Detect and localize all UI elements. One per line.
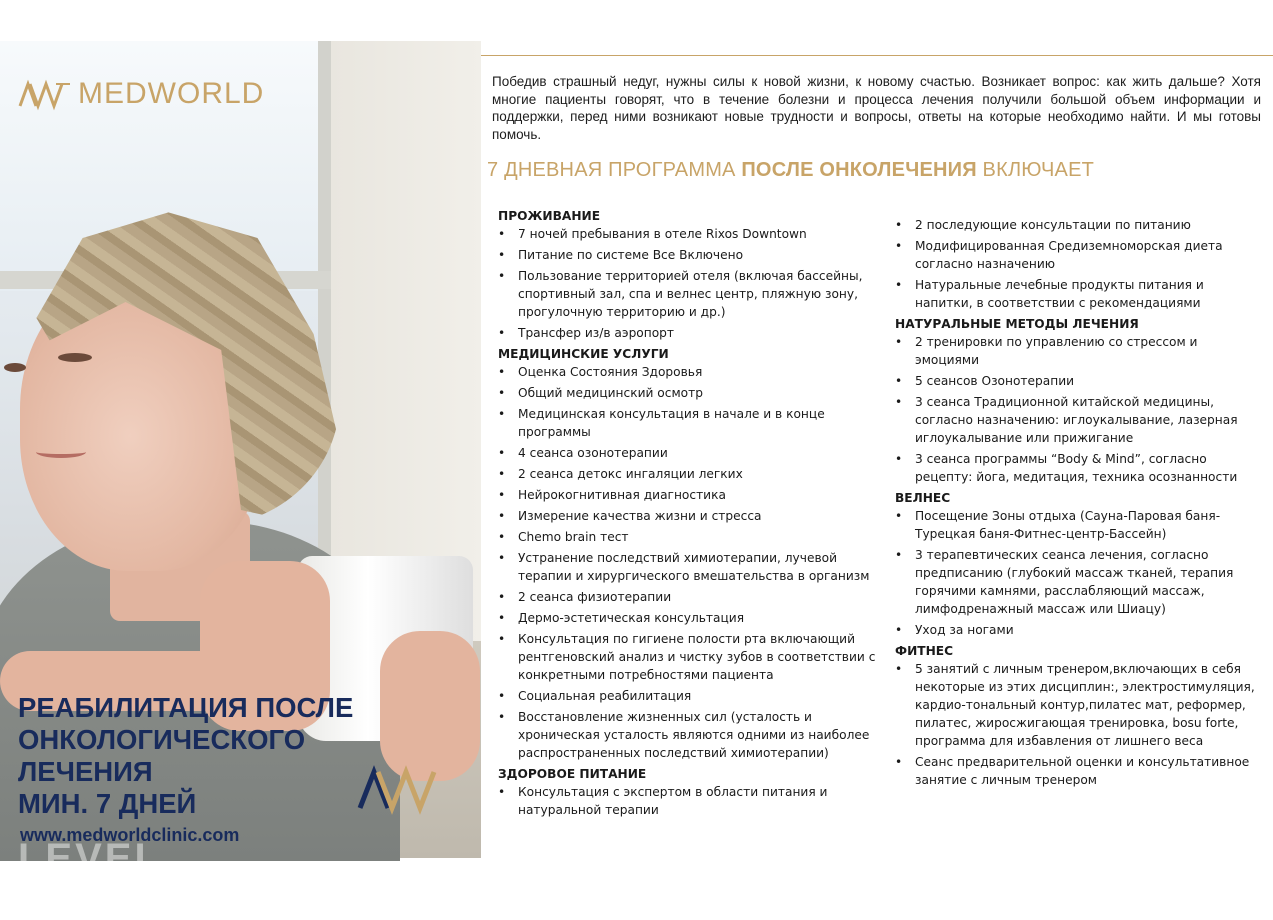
program-title	[487, 159, 1267, 182]
poster-title	[18, 692, 368, 820]
photo-hand	[380, 631, 480, 781]
program-column-right	[895, 216, 1265, 792]
list-item: • Трансфер из/в аэропорт	[498, 324, 893, 342]
medworld-monogram-icon	[356, 766, 444, 812]
list-item: • 2 тренировки по управлению со стрессом и эмоциями	[895, 333, 1265, 369]
list-item: • Питание по системе Все Включено	[498, 246, 893, 264]
list-item: • Пользование территорией отеля (включая бассейны, спортивный зал, спа и велнес центр, пляжную зону, прогулочную территорию и др.)	[498, 267, 893, 321]
section-title-medical: МЕДИЦИНСКИЕ УСЛУГИ	[498, 347, 669, 361]
wellness-list	[895, 507, 1265, 639]
photo-eye	[58, 353, 92, 362]
list-item: • Дермо-эстетическая консультация	[498, 609, 893, 627]
accommodation-list	[498, 225, 893, 342]
list-item: • Консультация с экспертом в области питания и натуральной терапии	[498, 783, 893, 819]
nutrition-list-continued	[895, 216, 1265, 312]
top-divider	[481, 55, 1273, 56]
list-item: • 7 ночей пребывания в отеле Rixos Downtown	[498, 225, 893, 243]
poster-title-line: ОНКОЛОГИЧЕСКОГО	[18, 724, 306, 755]
medworld-logo-icon	[18, 80, 72, 108]
list-item: • Уход за ногами	[895, 621, 1265, 639]
list-item: • Устранение последствий химиотерапии, лучевой терапии и хирургического вмешательства в организм	[498, 549, 893, 585]
photo-wall	[331, 41, 481, 641]
section-title-fitness: ФИТНЕС	[895, 644, 954, 658]
list-item: • 3 сеанса программы “Body & Mind”, согласно рецепту: йога, медитация, техника осознанности	[895, 450, 1265, 486]
list-item: • Общий медицинский осмотр	[498, 384, 893, 402]
photo-eye	[4, 363, 26, 372]
list-item: • Натуральные лечебные продукты питания и напитки, в соответствии с рекомендациями	[895, 276, 1265, 312]
brand-logo	[18, 78, 264, 110]
list-item: • Модифицированная Средиземноморская диета согласно назначению	[895, 237, 1265, 273]
list-item: • 5 занятий с личным тренером,включающих в себя некоторые из этих дисциплин:, электростимуляция, кардио-тональный контур,пилатес мат, реформер, пилатес, жиросжигающая тренировка, bosu forte, программа для избавления от лишнего веса	[895, 660, 1265, 750]
watermark: LEVEL TRAVEL	[18, 836, 194, 920]
fitness-list	[895, 660, 1265, 789]
list-item: • Консультация по гигиене полости рта включающий рентгеновский анализ и чистку зубов в соответствии с конкретными потребностями пациента	[498, 630, 893, 684]
brand-name: MEDWORLD	[78, 77, 265, 110]
list-item: • 3 терапевтических сеанса лечения, согласно предписанию (глубокий массаж тканей, терапия горячими камнями, расслабляющий массаж, лимфодренажный массаж или Шиацу)	[895, 546, 1265, 618]
poster-title-line: МИН. 7 ДНЕЙ	[18, 788, 197, 819]
program-title-part: ВКЛЮЧАЕТ	[976, 159, 1095, 181]
medical-list	[498, 363, 893, 762]
section-title-accommodation: ПРОЖИВАНИЕ	[498, 209, 601, 223]
list-item: • 3 сеанса Традиционной китайской медицины, согласно назначению: иглоукалывание, лазерная иглоукалывание или прижигание	[895, 393, 1265, 447]
list-item: • Измерение качества жизни и стресса	[498, 507, 893, 525]
nutrition-list	[498, 783, 893, 819]
list-item: • Посещение Зоны отдыха (Сауна-Паровая баня-Турецкая баня-Фитнес-центр-Бассейн)	[895, 507, 1265, 543]
website-link[interactable]: www.medworldclinic.com	[20, 825, 240, 845]
intro-paragraph: Победив страшный недуг, нужны силы к новой жизни, к новому счастью. Возникает вопрос: как жить дальше? Хотя многие пациенты говорят, что в течение болезни и процесса лечения получили большой объем информации и поддержки, перед ними возникают новые трудности и вопросы, ответы на которые необходимо найти. И мы готовы помочь.	[492, 74, 1261, 142]
program-column-left	[498, 204, 893, 822]
section-title-wellness: ВЕЛНЕС	[895, 491, 951, 505]
list-item: • Сеанс предварительной оценки и консультативное занятие с личным тренером	[895, 753, 1265, 789]
list-item: • Оценка Состояния Здоровья	[498, 363, 893, 381]
program-title-part: 7 ДНЕВНАЯ ПРОГРАММА	[487, 159, 742, 181]
section-title-nutrition: ЗДОРОВОЕ ПИТАНИЕ	[498, 767, 647, 781]
photo-smile	[36, 446, 86, 458]
natural-list	[895, 333, 1265, 486]
list-item: • Социальная реабилитация	[498, 687, 893, 705]
section-title-natural: НАТУРАЛЬНЫЕ МЕТОДЫ ЛЕЧЕНИЯ	[895, 317, 1139, 331]
list-item: • Нейрокогнитивная диагностика	[498, 486, 893, 504]
list-item: • 5 сеансов Озонотерапии	[895, 372, 1265, 390]
poster-title-line: ЛЕЧЕНИЯ	[18, 756, 153, 787]
list-item: • Медицинская консультация в начале и в конце программы	[498, 405, 893, 441]
list-item: • 4 сеанса озонотерапии	[498, 444, 893, 462]
list-item: • 2 сеанса детокс ингаляции легких	[498, 465, 893, 483]
poster-title-line: РЕАБИЛИТАЦИЯ ПОСЛЕ	[18, 692, 354, 723]
list-item: • 2 сеанса физиотерапии	[498, 588, 893, 606]
list-item: • Восстановление жизненных сил (усталость и хроническая усталость являются одними из наиболее распространенных последствий химиотерапии)	[498, 708, 893, 762]
program-title-highlight: ПОСЛЕ ОНКОЛЕЧЕНИЯ	[741, 159, 977, 181]
list-item: • Chemo brain тест	[498, 528, 893, 546]
list-item: • 2 последующие консультации по питанию	[895, 216, 1265, 234]
